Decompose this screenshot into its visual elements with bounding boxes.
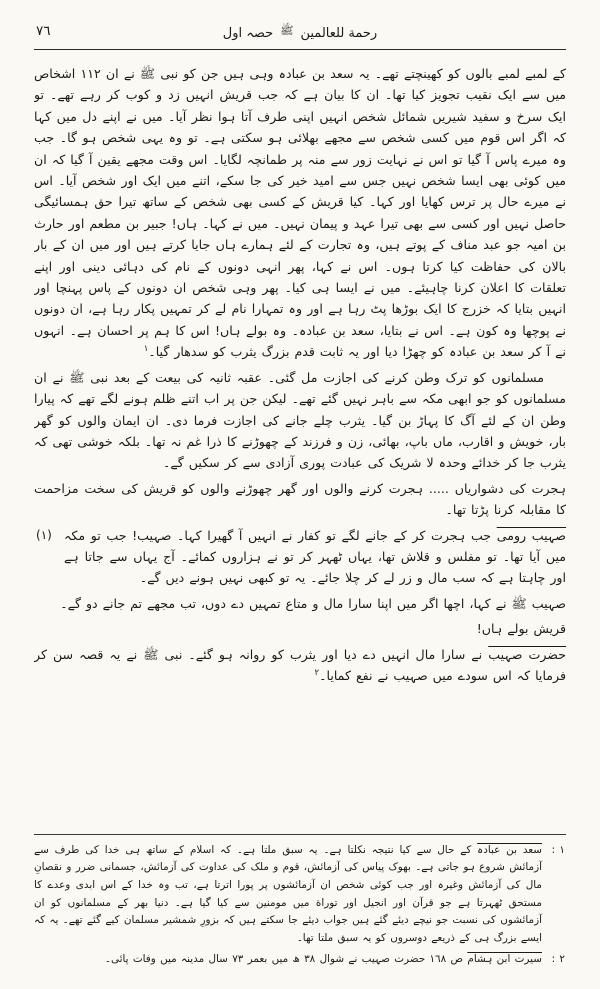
line-quraysh-reply: قریش بولے ہاں! <box>476 621 566 637</box>
paragraph-hijrat-difficulties: ہجرت کی دشواریاں ..... ہجرت کرنے والوں اور گھر چھوڑنے والوں کو قریش کی سخت مزاحمت کا مقابلہ کرنا پڑتا تھا۔ <box>34 480 566 518</box>
footnote-divider <box>34 834 566 835</box>
name-hazrat-suhayb: حضرت صہیب <box>488 646 566 662</box>
book-title <box>223 25 377 41</box>
prophet-honorific-icon: ﷺ <box>280 24 294 37</box>
paragraph-suhayb-profit <box>34 644 566 687</box>
list-item-1 <box>34 525 566 589</box>
book-title-right: رحمة للعالمين <box>300 25 378 41</box>
page-header <box>34 20 566 46</box>
paragraph-suhayb-offer: صہیب ﷺ نے کہا، اچھا اگر میں اپنا سارا مال و متاع تمہیں دے دوں، تب مجھے تم جانے دو گے۔ <box>60 595 566 611</box>
footnote-ref-2: ٢ <box>314 667 320 678</box>
footnote-marker: ١ : <box>551 843 565 856</box>
paragraph-migration-permission: مسلمانوں کو ترک وطن کرنے کی اجازت مل گئی۔ عقبہ ثانیہ کی بیعت کے بعد نبی ﷺ نے ان مسلمانوں کو جو ابھی مکہ سے باہر نہیں گئے تھے۔ لیکن جن پر اب اتنے ظلم ہونے لگے تھے کہ پیارا وطن ان کے لئے آگ کا پہاڑ بن گیا۔ یثرب چلے جانے کی اجازت فرما دی۔ ان ایمان والوں کو گھر بار، خویش و اقارب، ماں باپ، بھائی، زن و فرزند کے چھوڑنے کا ذرا غم نہ تھا۔ بلکہ خوشی تھی کہ یثرب جا کر خدائے وحدہ لا شریک کی عبادت پوری آزادی سے کر سکیں گے۔ <box>34 369 566 471</box>
footnote-source-name: سیرت ابن ہشام <box>467 953 542 966</box>
paragraph-text: کے لمبے لمبے بالوں کو کھینچتے تھے۔ یہ سعد بن عبادہ وہی ہیں جن کو نبی ﷺ نے ان ١١٢ اشخاص میں سے ایک نقیب تجویز کیا تھا۔ ان کا بیان ہے کہ جب قریش انہیں زد و کوب کر رہے تھے۔ تو ایک سرخ و سفید شیریں شمائل شخص انہیں اپنی طرف آتا ہوا نظر آیا۔ میں نے اپنے دل میں کہا کہ اگر اس قوم میں کسی شخص سے مجھے بھلائی ہو سکتی ہے۔ تو وہ یہی شخص ہو گا۔ جب وہ میرے پاس آ گیا تو اس نے نہایت زور سے منہ پر طمانچہ لگایا۔ اس وقت مجھے یقین آ گیا کہ ان میں کوئی بھی ایسا شخص نہیں جس سے امید خیر کی جا سکے، اتنے میں ایک اور شخص آیا۔ اس نے میرے حال پر ترس کھایا اور کہا۔ کیا قریش کے کسی بھی شخص کے ساتھ تیرا حق ہمسائیگی حاصل نہیں اور کسی سے بھی تیرا عہد و پیمان نہیں۔ میں نے کہا۔ ہاں! جبیر بن مطعم اور حارث بن امیہ جو عبد مناف کے پوتے ہیں، وہ تجارت کے لئے ہمارے ہاں جایا کرتے ہیں اور میں ان کے بار بالان کی حفاظت کیا کرتا ہوں۔ اس نے کہا، پھر انہی دونوں کے نام کی دہائی دینی اور اپنے تعلقات کا اعلان کرنا چاہیئے۔ میں نے ایسا ہی کیا۔ پھر وہی شخص ان دونوں کے پاس پہنچا اور انہیں بتایا کہ خزرج کا ایک بوڑھا پٹ رہا ہے اور وہ تمہارا نام لے کر تمہیں پکار رہا ہے، ان دونوں نے پوچھا وہ کون ہے۔ اس نے بتایا، سعد بن عبادہ۔ وہ بولے ہاں! اس کا ہم پر احسان ہے۔ انہوں نے آ کر سعد بن عبادہ کو چھڑا دیا اور یہ ثابت قدم بزرگ یثرب کو سدھار گیا۔ <box>34 66 566 360</box>
paragraph-text: نے سارا مال انہیں دے دیا اور یثرب کو روانہ ہو گئے۔ نبی ﷺ نے یہ قصہ سن کر فرمایا کہ اس سودے میں صہیب نے نفع کمایا۔ <box>34 646 566 683</box>
footnotes <box>34 842 566 973</box>
book-title-left: حصہ اول <box>222 25 274 41</box>
footnote-text: کے حال سے کیا نتیجہ نکلتا ہے۔ یہ سبق ملتا ہے۔ کہ اسلام کے ساتھ ہی خدا کی طرف سے آزمائش شروع ہو جاتی ہے۔ بھوک پیاس کی آزمائش، قوم و ملک کی عداوت کی آزمائش، جسمانی ضرر و نقصانِ مال کی آزمائش وغیرہ اور جب کوئی شخص ان آزمائشوں پر پورا اترتا ہے، تب وہ خدا کے اس ابدی وعدے کا مستحق ٹھہرتا ہے جو قرآن اور انجیل اور توراة میں مومنین سے کیا گیا ہے۔ دنیا بھر کے مسلمانوں کو ان آزمائشوں کی نسبت جو نیچے دیئے گئے ہیں جواب دیئے جا سکتے ہیں کہ بزورِ شمشیر مسلمان کیے گئے تھے۔ یہ کہ ایسے بزرگ ہی کے ذریعے دوسروں کو یہ سبق ملتا تھا۔ <box>34 843 542 944</box>
paragraph-saad-bin-ubadah <box>34 63 566 363</box>
list-item-number: (١) <box>36 527 52 542</box>
footnote-1 <box>34 842 566 948</box>
list-item-text: جب ہجرت کر کے جانے لگے تو کفار نے انہیں آ گھیرا کہا۔ صہیب! جب تو مکہ میں آیا تھا۔ تو مفلس و قلاش تھا، یہاں ٹھہر کر تو نے ہزاروں کمائے۔ آج یہاں سے جاتا ہے اور چاہتا ہے کہ سب مال و زر لے کر چلا جائے۔ یہ تو کبھی نہیں ہونے دیں گے۔ <box>64 527 566 586</box>
page-number: ٧٦ <box>36 23 51 39</box>
footnote-ref-1: ١ <box>143 344 149 355</box>
body-text <box>34 63 566 830</box>
footnote-marker: ٢ : <box>551 953 565 966</box>
header-divider <box>34 49 566 50</box>
footnote-text: ص ١٦٨ حضرت صہیب نے شوال ٣٨ ھ میں بعمر ٧٣ سال مدینہ میں وفات پائی۔ <box>104 953 468 966</box>
footnote-lead-name: سعد بن عبادہ <box>477 843 542 856</box>
name-suhayb-rumi: صہیب رومی <box>496 527 566 543</box>
footnote-2 <box>34 951 566 969</box>
